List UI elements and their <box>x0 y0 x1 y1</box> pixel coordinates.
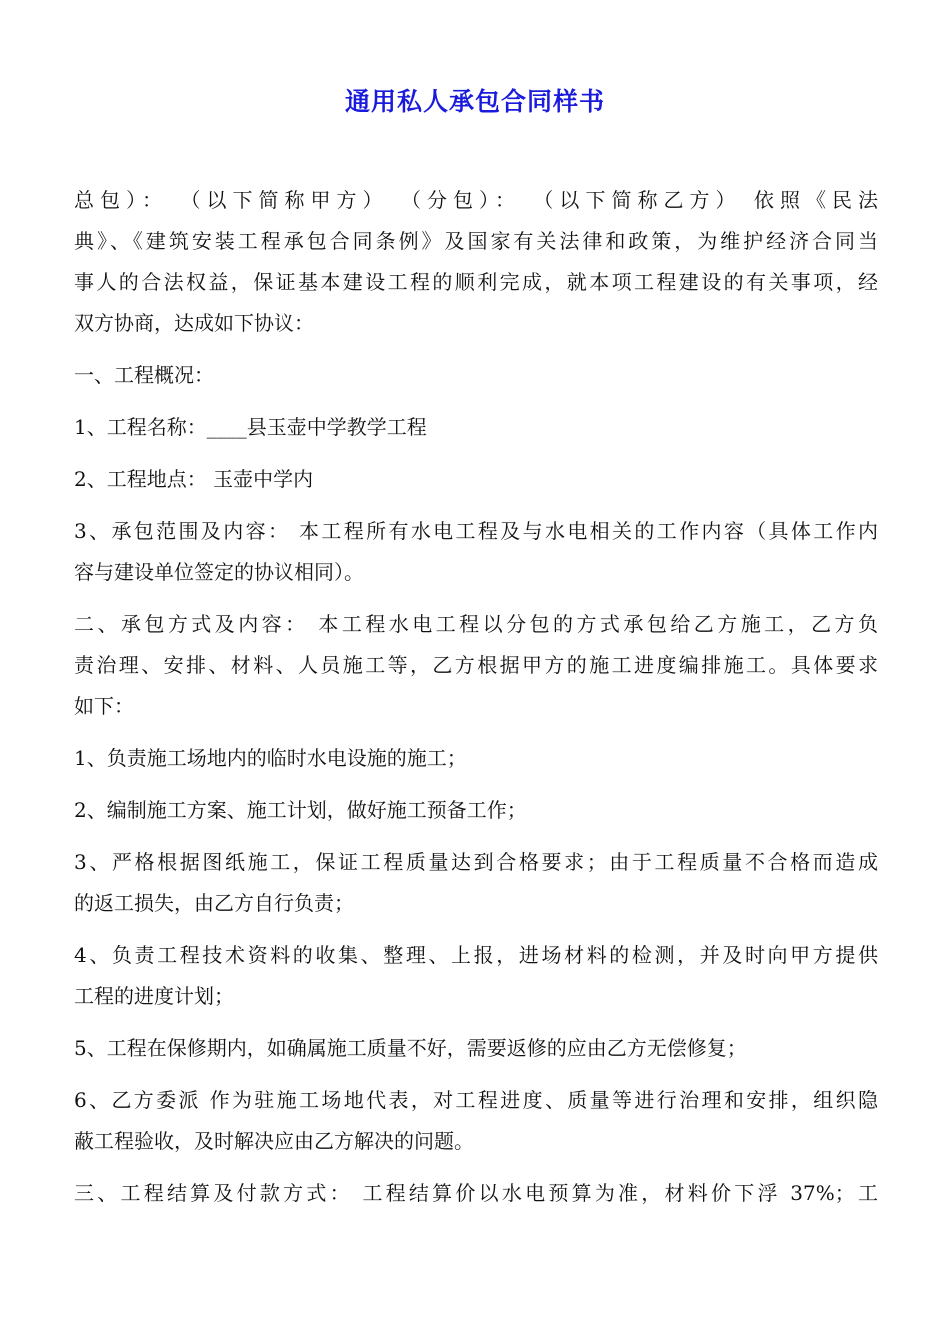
text-line: 三、工程结算及付款方式： 工程结算价以水电预算为准，材料价下浮 37%；工 <box>74 1181 878 1205</box>
text-line: 3、严格根据图纸施工，保证工程质量达到合格要求；由于工程质量不合格而造成 <box>74 850 878 874</box>
document-body <box>74 180 878 1214</box>
text-line: 总包）： （以下简称甲方） （分包）： （以下简称乙方） 依照《民法 <box>74 188 878 212</box>
text-line: 事人的合法权益，保证基本建设工程的顺利完成，就本项工程建设的有关事项，经 <box>74 270 878 294</box>
text-line: 典》、《建筑安装工程承包合同条例》及国家有关法律和政策，为维护经济合同当 <box>74 229 878 253</box>
text-line: 6、乙方委派 作为驻施工场地代表，对工程进度、质量等进行治理和安排，组织隐 <box>74 1088 878 1112</box>
text-line: 3、承包范围及内容： 本工程所有水电工程及与水电相关的工作内容（具体工作内 <box>74 519 878 543</box>
text-line: 双方协商，达成如下协议： <box>74 311 314 335</box>
text-line: 的返工损失，由乙方自行负责； <box>74 891 354 915</box>
text-line: 1、负责施工场地内的临时水电设施的施工； <box>74 746 467 770</box>
text-line: 蔽工程验收，及时解决应由乙方解决的问题。 <box>74 1129 474 1153</box>
document-title: 通用私人承包合同样书 <box>344 87 605 116</box>
text-line: 一、工程概况： <box>74 363 214 387</box>
text-line: 工程的进度计划； <box>74 984 234 1008</box>
text-line: 2、编制施工方案、施工计划，做好施工预备工作； <box>74 798 527 822</box>
text-line: 如下： <box>74 694 134 718</box>
text-line: 责治理、安排、材料、人员施工等，乙方根据甲方的施工进度编排施工。具体要求 <box>74 653 878 677</box>
text-line: 二、承包方式及内容： 本工程水电工程以分包的方式承包给乙方施工，乙方负 <box>74 612 878 636</box>
text-line: 5、工程在保修期内，如确属施工质量不好，需要返修的应由乙方无偿修复； <box>74 1036 747 1060</box>
text-line: 2、工程地点： 玉壶中学内 <box>74 467 314 491</box>
text-line: 1、工程名称：____县玉壶中学教学工程 <box>74 415 427 439</box>
text-line: 4、负责工程技术资料的收集、整理、上报，进场材料的检测，并及时向甲方提供 <box>74 943 878 967</box>
text-line: 容与建设单位签定的协议相同）。 <box>74 560 364 584</box>
